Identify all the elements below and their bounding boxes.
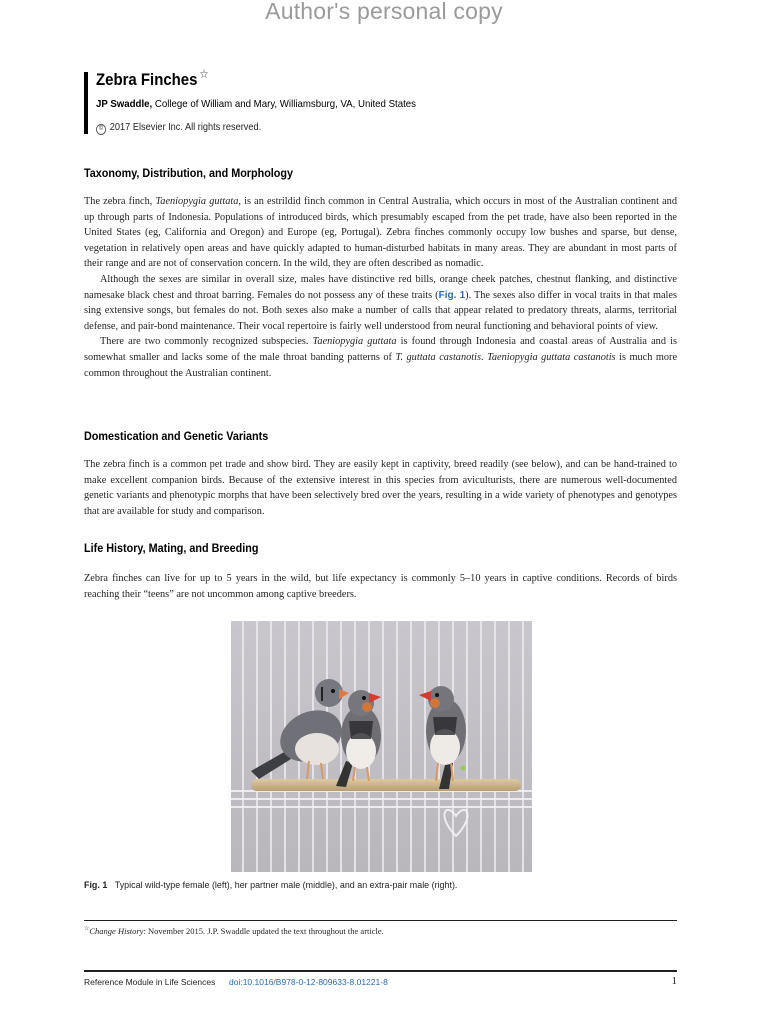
title-accent-bar [84, 72, 88, 134]
section-heading: Domestication and Genetic Variants [84, 429, 269, 443]
section-body [84, 194, 677, 381]
species-name: Taeniopygia guttata [155, 196, 239, 207]
section-heading: Life History, Mating, and Breeding [84, 541, 259, 555]
author-affiliation: College of William and Mary, Williamsburg, VA, United States [154, 98, 416, 110]
footnote-divider [84, 920, 677, 921]
section-heading: Taxonomy, Distribution, and Morphology [84, 166, 293, 180]
article-title [96, 67, 209, 90]
paragraph: Although the sexes are similar in overall size, males have distinctive red bills, orange cheek patches, chestnut flanking, and distinctive namesake black chest and throat barring. Females do not possess any of these traits (Fig. 1). The sexes also differ in vocal traits in that males sing extensive songs, but females do not. Both sexes also make a number of calls that appear related to predatory threats, alarms, territorial defense, and pair-bond maintenance. Their vocal repertoire is fairly well understood from neural functioning and behavioral points of view. [84, 273, 677, 332]
author-line [96, 98, 416, 110]
watermark: Author's personal copy [265, 0, 503, 24]
paragraph: Zebra finches can live for up to 5 years in the wild, but life expectancy is commonly 5–10 years in captive conditions. Records of birds reaching their “teens” are not uncommon among captive breeders. [84, 573, 677, 600]
paragraph: There are two commonly recognized subspecies. Taeniopygia guttata is found through Indonesia and coastal areas of Australia and is somewhat smaller and lacks some of the male throat banding patterns of T. guttata castanotis. Taeniopygia guttata castanotis is much more common throughout the Australian continent. [84, 336, 678, 379]
title-star-icon[interactable]: ☆ [199, 67, 209, 81]
page-number: 1 [671, 975, 677, 987]
copyright-icon: © [96, 124, 106, 135]
paragraph: The zebra finch is a common pet trade and show bird. They are easily kept in captivity, breed readily (see below), and can be hand-trained to make excellent companion birds. Because of the extensive interest in this species from aviculturists, there are numerous well-documented genetic variants and phenotypic morphs that have been selectively bred over the years, resulting in a wide variety of phenotypes and genotypes that are available for study and comparison. [84, 459, 677, 517]
copyright-line [96, 122, 261, 135]
species-name: Taeniopygia guttata castanotis [487, 351, 616, 363]
photo-illustration [231, 621, 532, 872]
figure-label: Fig. 1 [84, 880, 108, 891]
doi-link[interactable]: doi:10.1016/B978-0-12-809633-8.01221-8 [229, 977, 388, 987]
footnote-label: Change History [89, 926, 144, 936]
figure-zebra-finches-photo [231, 621, 532, 872]
copyright-text: 2017 Elsevier Inc. All rights reserved. [109, 122, 262, 133]
footnote-text: : November 2015. J.P. Swaddle updated the text throughout the article. [143, 926, 384, 936]
species-name: Taeniopygia guttata [312, 336, 397, 348]
section-body [84, 457, 677, 519]
figure-caption [84, 880, 457, 891]
author-name: JP Swaddle, [96, 98, 153, 110]
footnote [84, 925, 384, 936]
footnote-star-icon: ☆ [84, 926, 90, 932]
paragraph: The zebra finch, Taeniopygia guttata, is an estrildid finch common in Central Australia, which occurs in most of the Australian continent and up through parts of Indonesia. Populations of introduced birds, which presumably escaped from the pet trade, have also been reported in the United States (eg, California and Oregon) and Europe (eg, Portugal). Zebra finches commonly occupy low bushes and sparse, but dense, vegetation in relatively open areas and have quickly adapted to human-disturbed habitats in many areas. They are abundant in most parts of their range and are not of conservation concern. In the wild, they are often described as nomadic. [84, 196, 677, 270]
figure-link[interactable]: Fig. 1 [438, 289, 466, 301]
footer-divider [84, 970, 677, 972]
article-title-text: Zebra Finches [96, 70, 198, 89]
section-body [84, 571, 677, 602]
figure-caption-text: Typical wild-type female (left), her partner male (middle), and an extra-pair male (right). [114, 880, 458, 891]
journal-name: Reference Module in Life Sciences [84, 977, 216, 987]
species-name: T. guttata castanotis [395, 351, 481, 363]
perch [251, 779, 521, 791]
